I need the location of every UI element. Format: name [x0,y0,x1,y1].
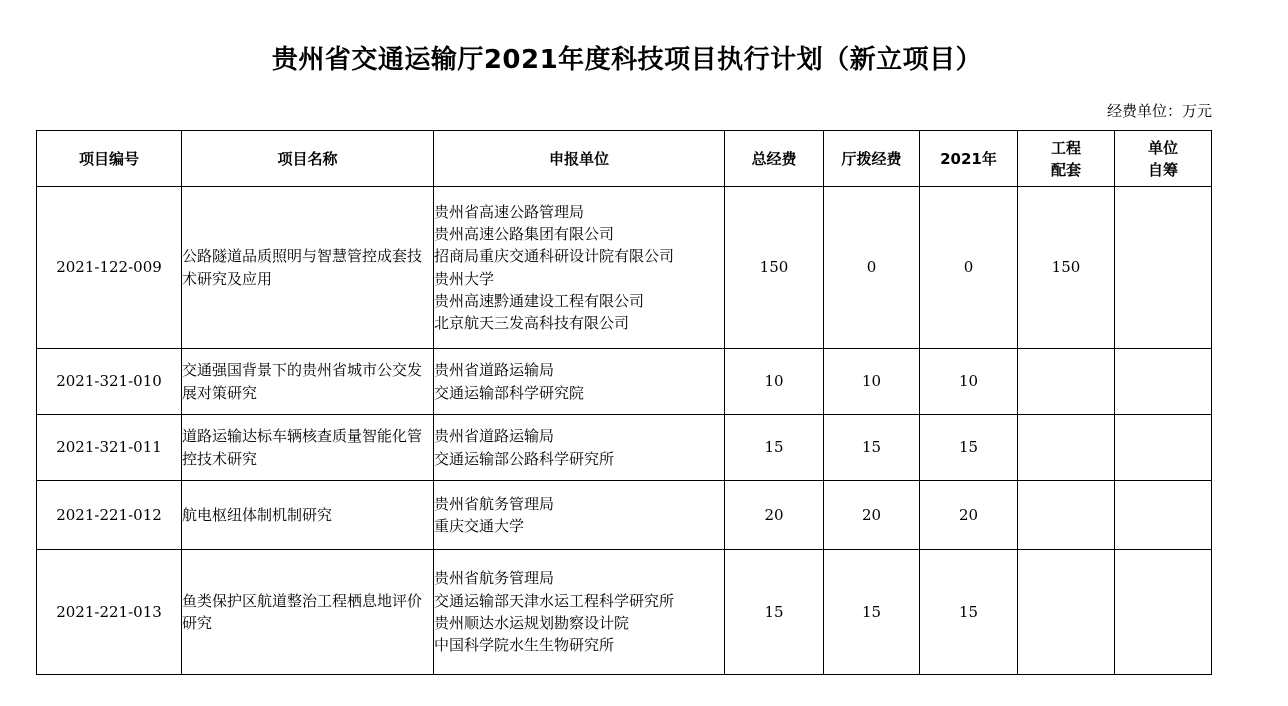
applicant-unit: 贵州省道路运输局 [434,427,555,446]
cell-dept-funding: 15 [824,415,920,481]
table-row [37,415,1212,481]
table-row [37,349,1212,415]
cell-project-id: 2021-321-010 [37,349,182,415]
applicant-unit: 贵州省航务管理局 [434,569,555,588]
col-header-2021: 2021年 [920,131,1018,187]
cell-engineering-funding [1018,415,1115,481]
cell-project-id: 2021-221-013 [37,550,182,675]
project-table [36,130,1212,675]
col-header-id: 项目编号 [37,131,182,187]
table-row [37,481,1212,550]
cell-project-name: 公路隧道品质照明与智慧管控成套技术研究及应用 [182,187,434,349]
table-row [37,187,1212,349]
table-row [37,550,1212,675]
cell-total-funding: 15 [725,415,824,481]
cell-dept-funding: 0 [824,187,920,349]
applicant-unit: 贵州高速黔通建设工程有限公司 [434,291,645,310]
cell-applicant-units [434,187,725,349]
applicant-unit: 交通运输部公路科学研究所 [434,449,615,468]
cell-2021-funding: 20 [920,481,1018,550]
col-header-name: 项目名称 [182,131,434,187]
cell-engineering-funding [1018,481,1115,550]
applicant-unit: 贵州大学 [434,269,495,288]
col-header-self-funded-line1: 单位 [1147,138,1178,157]
cell-self-funding [1115,187,1212,349]
cell-project-name: 航电枢纽体制机制研究 [182,481,434,550]
cell-dept-funding: 15 [824,550,920,675]
col-header-self-funded [1115,131,1212,187]
cell-applicant-units [434,481,725,550]
cell-applicant-units [434,550,725,675]
cell-total-funding: 10 [725,349,824,415]
cell-total-funding: 150 [725,187,824,349]
col-header-self-funded-line2: 自筹 [1147,160,1178,179]
table-header-row [37,131,1212,187]
applicant-unit: 重庆交通大学 [434,517,525,535]
col-header-total: 总经费 [725,131,824,187]
cell-project-name: 鱼类保护区航道整治工程栖息地评价研究 [182,550,434,675]
cell-applicant-units [434,349,725,415]
cell-2021-funding: 15 [920,415,1018,481]
unit-note: 经费单位：万元 [1106,102,1212,120]
cell-self-funding [1115,415,1212,481]
cell-applicant-units [434,415,725,481]
cell-project-name: 道路运输达标车辆核查质量智能化管控技术研究 [182,415,434,481]
cell-2021-funding: 0 [920,187,1018,349]
cell-2021-funding: 15 [920,550,1018,675]
cell-self-funding [1115,550,1212,675]
cell-total-funding: 15 [725,550,824,675]
cell-self-funding [1115,481,1212,550]
cell-engineering-funding [1018,550,1115,675]
cell-project-id: 2021-321-011 [37,415,182,481]
cell-project-name: 交通强国背景下的贵州省城市公交发展对策研究 [182,349,434,415]
cell-2021-funding: 10 [920,349,1018,415]
applicant-unit: 贵州省航务管理局 [434,494,555,513]
applicant-unit: 贵州顺达水运规划勘察设计院 [434,614,630,632]
applicant-unit: 北京航天三发高科技有限公司 [434,314,630,333]
applicant-unit: 交通运输部天津水运工程科学研究所 [434,591,675,610]
col-header-engineering [1018,131,1115,187]
cell-total-funding: 20 [725,481,824,550]
col-header-dept: 厅拨经费 [824,131,920,187]
cell-project-id: 2021-221-012 [37,481,182,550]
col-header-engineering-line2: 配套 [1050,160,1081,179]
applicant-unit: 贵州省道路运输局 [434,361,555,380]
applicant-unit: 交通运输部科学研究院 [434,383,585,402]
col-header-engineering-line1: 工程 [1050,138,1081,157]
cell-dept-funding: 20 [824,481,920,550]
applicant-unit: 贵州高速公路集团有限公司 [434,224,615,243]
cell-self-funding [1115,349,1212,415]
applicant-unit: 招商局重庆交通科研设计院有限公司 [434,247,675,266]
page-title: 贵州省交通运输厅2021年度科技项目执行计划（新立项目） [271,45,983,75]
applicant-unit: 中国科学院水生生物研究所 [434,636,615,655]
applicant-unit: 贵州省高速公路管理局 [434,202,585,221]
cell-dept-funding: 10 [824,349,920,415]
cell-project-id: 2021-122-009 [37,187,182,349]
cell-engineering-funding: 150 [1018,187,1115,349]
cell-engineering-funding [1018,349,1115,415]
col-header-units: 申报单位 [434,131,725,187]
